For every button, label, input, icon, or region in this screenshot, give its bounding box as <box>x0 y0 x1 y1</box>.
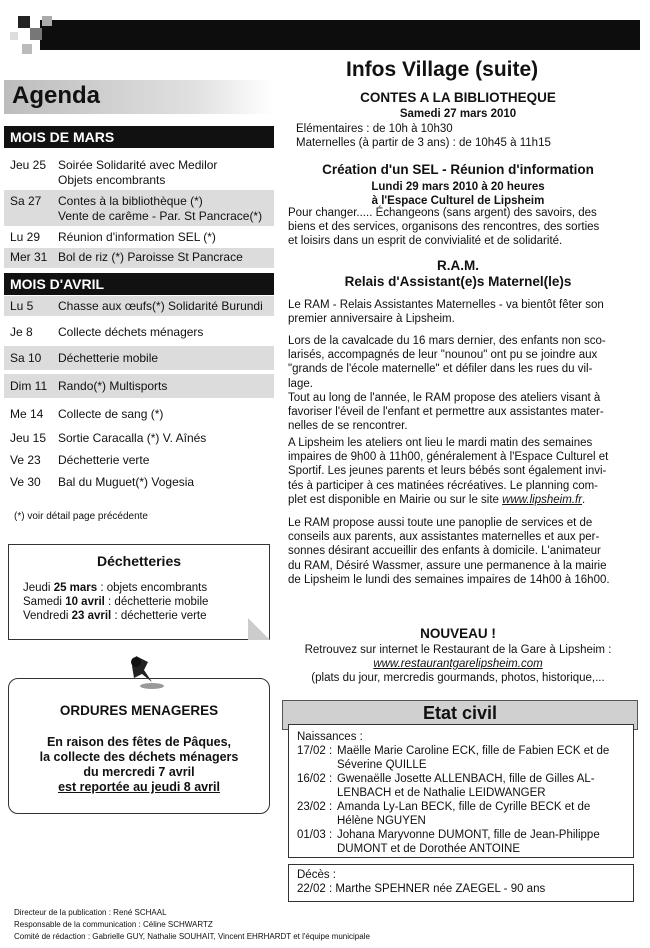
header-square <box>10 32 18 40</box>
avril-heading: MOIS D'AVRIL <box>4 273 274 295</box>
agenda-event-line: Vente de carême - Par. St Pancrace(*) <box>58 209 263 223</box>
agenda-event-line: Soirée Solidarité avec Medilor <box>58 158 218 172</box>
agenda-event-line: Bol de riz (*) Paroisse St Pancrace <box>58 250 243 264</box>
line-post: : objets encombrants <box>97 582 208 594</box>
ram-line: conseils aux parents, aux assistantes maternelles et aux per- <box>288 531 600 544</box>
line-pre: Samedi <box>23 596 66 608</box>
agenda-date: Sa 10 <box>10 351 42 365</box>
naissance-line: LENBACH et de Nathalie LEIDWANGER <box>337 786 546 799</box>
agenda-date: Lu 5 <box>10 299 34 313</box>
agenda-row <box>4 450 274 470</box>
agenda-event <box>58 250 243 265</box>
agenda-date: Je 8 <box>10 325 33 339</box>
ram-line <box>288 493 628 507</box>
agenda-event-line: Contes à la bibliothèque (*) <box>58 194 203 208</box>
sel-heading: Création d'un SEL - Réunion d'information <box>322 162 594 177</box>
sel-sub-line: Lundi 29 mars 2010 à 20 heures <box>371 181 545 193</box>
agenda-row <box>4 472 274 492</box>
ram-p4 <box>288 516 628 587</box>
infos-title: Infos Village (suite) <box>346 58 539 81</box>
header-square <box>42 16 52 26</box>
naissance-line: Maëlle Marie Caroline ECK, fille de Fabien ECK et de <box>337 745 610 757</box>
agenda-event-line: Objets encombrants <box>58 173 166 187</box>
line-pre: Vendredi <box>23 610 72 622</box>
header-square <box>22 44 32 54</box>
ram-line: Lors de la cavalcade du 16 mars dernier, des enfants non sco- <box>288 335 606 347</box>
naissance-line: Gwenaëlle Josette ALLENBACH, fille de Gilles AL- <box>337 773 595 785</box>
agenda-row <box>4 296 274 316</box>
dechetteries-box <box>8 544 270 640</box>
naissance-entry <box>337 801 590 828</box>
sel-sub-line: à l'Espace Culturel de Lipsheim <box>371 195 545 207</box>
naissance-line: Séverine QUILLE <box>337 758 427 771</box>
ram-line: Le RAM - Relais Assistantes Maternelles - va bientôt fêter son <box>288 299 604 311</box>
ram-heading-line: R.A.M. <box>437 258 479 273</box>
ordures-line: la collecte des déchets ménagers <box>39 750 239 764</box>
contes-lines <box>296 122 551 150</box>
ram-p2 <box>288 334 628 433</box>
page-curl-icon <box>248 618 270 640</box>
line-pre: Jeudi <box>23 582 54 594</box>
restaurant-link[interactable]: www.restaurantgarelipsheim.com <box>373 658 543 670</box>
agenda-date: Ve 30 <box>10 475 41 489</box>
ram-heading-line: Relais d'Assistant(e)s Maternel(le)s <box>344 274 572 289</box>
ram-line: lage. <box>288 377 313 390</box>
agenda-event-line: Déchetterie mobile <box>58 351 159 365</box>
agenda-date: Jeu 25 <box>10 158 47 172</box>
agenda-row <box>4 404 274 424</box>
agenda-date: Sa 27 <box>10 194 42 208</box>
agenda-event <box>58 230 216 245</box>
naissance-line: Amanda Ly-Lan BECK, fille de Cyrille BECK et de <box>337 801 591 813</box>
lipsheim-link[interactable]: www.lipsheim.fr <box>502 493 583 506</box>
agenda-row <box>4 248 274 268</box>
pushpin-icon <box>122 652 168 692</box>
agenda-row <box>4 428 274 448</box>
naissance-line: DUMONT et de Dorothée ANTOINE <box>337 842 521 855</box>
deces-box <box>288 864 634 902</box>
sel-line: et loisirs dans un esprit de convivialité et de solidarité. <box>288 235 563 248</box>
ram-line: favoriser l'éveil de l'enfant et permettre aux assistantes mater- <box>288 406 604 419</box>
agenda-event-line: Chasse aux œufs(*) Solidarité Burundi <box>58 299 263 313</box>
ram-line: nelles de se rencontrer. <box>288 420 408 433</box>
ram-line: Le RAM propose aussi toute une panoplie de services et de <box>288 517 593 529</box>
line-post: : déchetterie mobile <box>104 596 209 608</box>
contes-line: Maternelles (à partir de 3 ans) : de 10h45 à 11h15 <box>296 137 551 149</box>
ram-p1 <box>288 298 628 326</box>
agenda-note: (*) voir détail page précédente <box>14 511 148 522</box>
agenda-row <box>4 322 274 342</box>
dechetteries-line <box>23 581 208 595</box>
agenda-row <box>4 154 274 188</box>
deces-label: Décès : <box>297 869 336 881</box>
ram-line: A Lipsheim les ateliers ont lieu le mardi matin des semaines <box>288 437 593 449</box>
line-post: : déchetterie verte <box>111 610 207 622</box>
agenda-date: Me 14 <box>10 407 44 421</box>
ram-line: impaires de 9h00 à 11h00, généralement à l'Espace Culturel et <box>288 451 609 464</box>
agenda-event-line: Réunion d'information SEL (*) <box>58 230 216 244</box>
ram-line: Sportif. Les jeunes parents et leurs bébés sont également invi- <box>288 465 607 478</box>
ordures-text <box>9 735 269 795</box>
agenda-event <box>58 453 149 468</box>
agenda-event <box>58 194 262 224</box>
contes-date: Samedi 27 mars 2010 <box>399 108 517 120</box>
contes-heading: CONTES A LA BIBLIOTHEQUE <box>360 90 556 105</box>
line-date: 10 avril <box>65 596 105 608</box>
contes-line: Elémentaires : de 10h à 10h30 <box>296 123 453 135</box>
ordures-line: En raison des fêtes de Pâques, <box>46 735 232 749</box>
ram-line: Tout au long de l'année, le RAM propose des ateliers visant à <box>288 391 601 404</box>
naissance-date: 17/02 : <box>297 745 333 757</box>
ram-heading <box>288 258 628 290</box>
naissance-entry <box>337 773 595 800</box>
agenda-event <box>58 407 163 422</box>
naissance-entry <box>337 745 609 772</box>
sel-sub <box>288 180 628 208</box>
agenda-title: Agenda <box>12 82 101 109</box>
agenda-event <box>58 158 217 188</box>
naissance-line: Johana Maryvonne DUMONT, fille de Jean-Philippe <box>337 829 600 841</box>
naissance-date: 01/03 : <box>297 829 333 841</box>
dechetteries-line <box>23 609 208 623</box>
line-date: 25 mars <box>53 582 98 594</box>
nouveau-heading: NOUVEAU ! <box>420 626 496 641</box>
agenda-event <box>58 325 203 340</box>
agenda-date: Ve 23 <box>10 453 41 467</box>
etat-civil-title: Etat civil <box>422 703 498 723</box>
ram-line-pre: plet est disponible en Mairie ou sur le site <box>288 493 503 506</box>
agenda-date: Lu 29 <box>10 230 41 244</box>
agenda-event-line: Sortie Caracalla (*) V. Aînés <box>58 431 207 445</box>
credit-line: Directeur de la publication : René SCHAAL <box>14 908 167 917</box>
agenda-row <box>4 346 274 370</box>
ordures-line: du mercredi 7 avril <box>83 765 195 779</box>
agenda-date: Jeu 15 <box>10 431 47 445</box>
ram-line: premier anniversaire à Lipsheim. <box>288 313 455 326</box>
dechetteries-lines <box>23 581 208 623</box>
naissance-date: 23/02 : <box>297 801 333 813</box>
header-bar <box>40 20 640 50</box>
agenda-event-line: Collecte de sang (*) <box>58 407 164 421</box>
line-date: 23 avril <box>71 610 112 622</box>
credit-line: Comité de rédaction : Gabrielle GUY, Nathalie SOUHAIT, Vincent EHRHARDT et l'équipe municipale <box>14 932 370 941</box>
ram-line: tés à participer à ces matinées récréatives. Le planning com- <box>288 479 599 492</box>
ordures-box <box>8 678 270 814</box>
header-square <box>30 28 42 40</box>
ram-line: du RAM, Désiré Wassmer, assure une permanence à la mairie <box>288 559 607 572</box>
agenda-date: Dim 11 <box>10 379 48 393</box>
naissance-date: 16/02 : <box>297 773 333 785</box>
sel-line: biens et des services, organisons des rencontres, des sorties <box>288 221 600 234</box>
ram-line: larisés, accompagnés de leur "nounou" ont pu se joindre aux <box>288 349 598 362</box>
sel-text <box>288 206 628 249</box>
ram-line: de Lipsheim le lundi des semaines impaires de 14h00 à 16h00. <box>288 573 610 586</box>
agenda-header <box>4 80 274 114</box>
agenda-event-line: Bal du Muguet(*) Vogesia <box>58 475 195 489</box>
agenda-row <box>4 228 274 248</box>
agenda-event <box>58 431 206 446</box>
dechetteries-line <box>23 595 208 609</box>
nouveau-line: Retrouvez sur internet le Restaurant de la Gare à Lipsheim : <box>304 644 612 656</box>
credit-line: Responsable de la communication : Céline SCHWARTZ <box>14 920 213 929</box>
deces-entry: 22/02 : Marthe SPEHNER née ZAEGEL - 90 ans <box>297 883 546 895</box>
agenda-event <box>58 475 194 490</box>
dechetteries-title: Déchetteries <box>96 553 182 569</box>
agenda-row <box>4 190 274 226</box>
agenda-event-line: Collecte déchets ménagers <box>58 325 204 339</box>
nouveau-line: (plats du jour, mercredis gourmands, photos, historique,... <box>311 672 605 684</box>
ram-line: "grands de l'école maternelle" et défiler dans les rues du vil- <box>288 363 593 376</box>
agenda-row <box>4 374 274 398</box>
naissances-label: Naissances : <box>297 731 363 743</box>
header-square <box>18 16 30 28</box>
agenda-event <box>58 299 263 314</box>
ram-line: sonnes désirant accueillir des enfants à domicile. L'animateur <box>288 545 601 558</box>
ordures-line: est reportée au jeudi 8 avril <box>58 780 220 794</box>
agenda-event <box>58 379 167 394</box>
mars-heading: MOIS DE MARS <box>4 126 274 148</box>
ram-line-post: . <box>582 493 586 506</box>
ram-p3 <box>288 436 628 507</box>
agenda-event-line: Rando(*) Multisports <box>58 379 168 393</box>
naissances-box <box>288 724 634 858</box>
sel-line: Pour changer..... Échangeons (sans argent) des savoirs, des <box>288 207 597 219</box>
ordures-title: ORDURES MENAGERES <box>59 703 219 718</box>
naissance-entry <box>337 829 600 856</box>
nouveau-link-wrap <box>288 658 628 670</box>
agenda-event-line: Déchetterie verte <box>58 453 150 467</box>
agenda-date: Mer 31 <box>10 250 48 264</box>
naissance-line: Hélène NGUYEN <box>337 814 426 827</box>
agenda-event <box>58 351 158 366</box>
